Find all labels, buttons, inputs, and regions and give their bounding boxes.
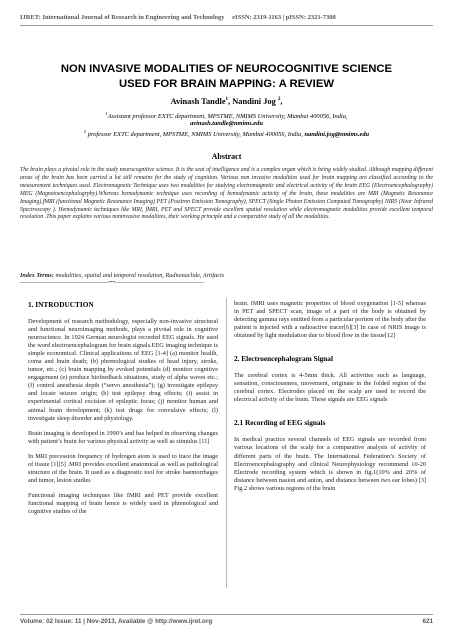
intro-heading: 1. INTRODUCTION (28, 300, 94, 309)
journal-issn: eISSN: 2319-1163 | pISSN: 2321-7308 (232, 14, 336, 21)
abstract-heading: Abstract (211, 152, 242, 161)
title-line-2: USED FOR BRAIN MAPPING: A REVIEW (118, 78, 335, 90)
journal-name: IJRET: International Journal of Research in Engineering and Technology (20, 14, 225, 21)
right-paragraph-1: brain. fMRI uses magnetic properties of blood oxygenation [1-5] whereas in PET and SPECT scan, image of a part of the body is obtained by detecting gamma rays emitted from a particular portion of the body after the patient is injected with a radioactive tracer[6][3] In case of NRIS image is obtained by light modulation due to blood flow in the tissue[12] (234, 300, 426, 340)
right-column (234, 300, 426, 500)
footer-rule (20, 614, 433, 615)
page-number: 621 (422, 618, 433, 625)
recording-paragraph: In medical practice several channels of EEG signals are recorded from various locations of the scalp for a comparative analysis of activity of different parts of the brain. The International Federation’s Society of Electroencephalography and clinical Neurophysiology recommend 10-20 Electrode recording system which is shown in fig.1(10% and 20% of distance between nasion and anion, and distance between two ear lobes) [3] Fig.2 shows various regions of the brain (234, 436, 426, 492)
paper-title (30, 62, 423, 92)
footer-volume: Volume: 02 Issue: 11 | Nov-2013, Available @ http://www.ijret.org (20, 618, 213, 625)
eeg-heading: 2. Electroencephalogram Signal (234, 354, 333, 364)
intro-paragraph-1: Development of research methodology, especially non-invasive structural and functional neuroimaging methods, plays a pivotal role in cognitive neuroscience. In 1924 German neurologist recorded EEG signals. He used the word electroencephalogram for brain signals.EEG imaging technique is simple economical. Clinical applications of EEG [1-4] (a) monitor health, coma and brain death; (b) phrenological studies of head injury, stroke, tumor, etc.; (c) brain mapping by evoked potentials (d) monitor cognitive engagement (e) produce biofeedback situations, study of alpha waves etc.; (f) control anesthesia depth (“servo anesthesia”); (g) investigate epilepsy and locate seizure origin; (h) test epilepsy drug effects; (i) assist in experimental cortical excision of epileptic focus; (j) monitor human and animal brain development; (k) test drugs for convulsive effects; (l) investigate sleep disorder and physiology. (28, 318, 218, 422)
affiliation-1-text: Assistant professor EXTC department, MPSTME, NMIMS University, Mumbai 400056, India, (107, 113, 348, 121)
author-1-sup: 1 (225, 97, 229, 103)
affiliation-2-text: professor EXTC department, MPSTME, NMIMS University, Mumbai 400056, India, (87, 131, 303, 139)
left-column (28, 300, 218, 523)
index-terms-label: Index Terms: (20, 272, 54, 279)
author-2: Nandini Jog (232, 97, 276, 106)
journal-header (20, 14, 433, 21)
affiliation-2 (0, 129, 453, 138)
affiliation-1-email-line (0, 120, 453, 127)
section-separator: ----------------------------------------------------------------------***---------------------------------------------------------------------- (20, 281, 204, 286)
author-sep: , (228, 97, 233, 106)
abstract-body: The brain plays a pivotal role in the study neurocognitive science. It is the seat of intelligence and is a complex organ which is being widely studied. Although mapping different areas of the brain has been carried a lot still remains for the study of cognition. Various non invasive modalities used for brain mapping are classified according to the measurement techniques used. Electromagnetic Technique uses two modalities for studying electromagnetic and electrical activity of the brain EEG (Electroencephalography) MEG (Magnetoencephalogrphy).Whereas hemodynamic technique uses recording of hemodynamic activity of the brain, these modalities are MRI (Magnetic Resonance Imaging),fMRI (functional Magnetic Resonance Imaging) PET (Positron Emission Tomography), SPECT (Single Photon Emission Computed Tomography) NIRS (Near Infrared Spectroscopy ). Hemodynamic techniques like MRI, fMRI, PET and SPECT provide excellent spatial resolution while electromagnetic modalities provide excellent temporal resolution .This paper explains various noninvasive modalities, their working principle and a comparative study of all the modalities. (20, 167, 433, 221)
index-terms (20, 272, 433, 279)
eeg-paragraph: The cerebral cortex is 4-5mm thick. All activities such as language, sensation, consciousness, movement, originate in the folded region of the cerebral cortex. Electrodes placed on the scalp are used to record the electrical activity of the brain. These signals are EEG signals (234, 372, 426, 404)
author-1: Avinash Tandle (170, 97, 226, 106)
intro-paragraph-2: Brain imaging is developed in 1990’s and has helped in observing changes with patient’s brain for various physical activity as well as stimulus [11] (28, 429, 218, 445)
page-footer (20, 618, 433, 625)
authors (0, 97, 453, 106)
recording-heading: 2.1 Recording of EEG signals (234, 418, 326, 428)
affiliation-1-sup: 1 (105, 111, 108, 116)
affiliation-1 (0, 111, 453, 120)
author-trail: , (280, 97, 283, 106)
affiliation-2-email[interactable]: nandini.jog@nmims.edu (304, 131, 370, 139)
intro-paragraph-4: Functional imaging techniques like fMRI and PET provide excellent functional mapping of brain hence is widely used in phrenological and cognitive studies of the (28, 491, 218, 515)
affiliation-1-email[interactable]: avinash.tandle@nmims.edu (190, 120, 263, 127)
index-terms-text: modalities, spatial and temporal resolution, Radiomuclide, Artifacts (53, 272, 225, 279)
author-2-sup: 2 (277, 97, 281, 103)
title-line-1: NON INVASIVE MODALITIES OF NEUROCOGNITIVE SCIENCE (60, 63, 393, 75)
affiliation-2-sup: 2 (83, 129, 87, 134)
header-rule (20, 25, 433, 26)
intro-paragraph-3: In MRI precession frequency of hydrogen atom is used to trace the image of tissue [1][5] .MRI provides excellent anatomical as well as pathological structure of the brain. It used as a diagnostic tool for stroke haemorrhages and tumor, lesion studies (28, 452, 218, 484)
column-divider (226, 298, 227, 588)
